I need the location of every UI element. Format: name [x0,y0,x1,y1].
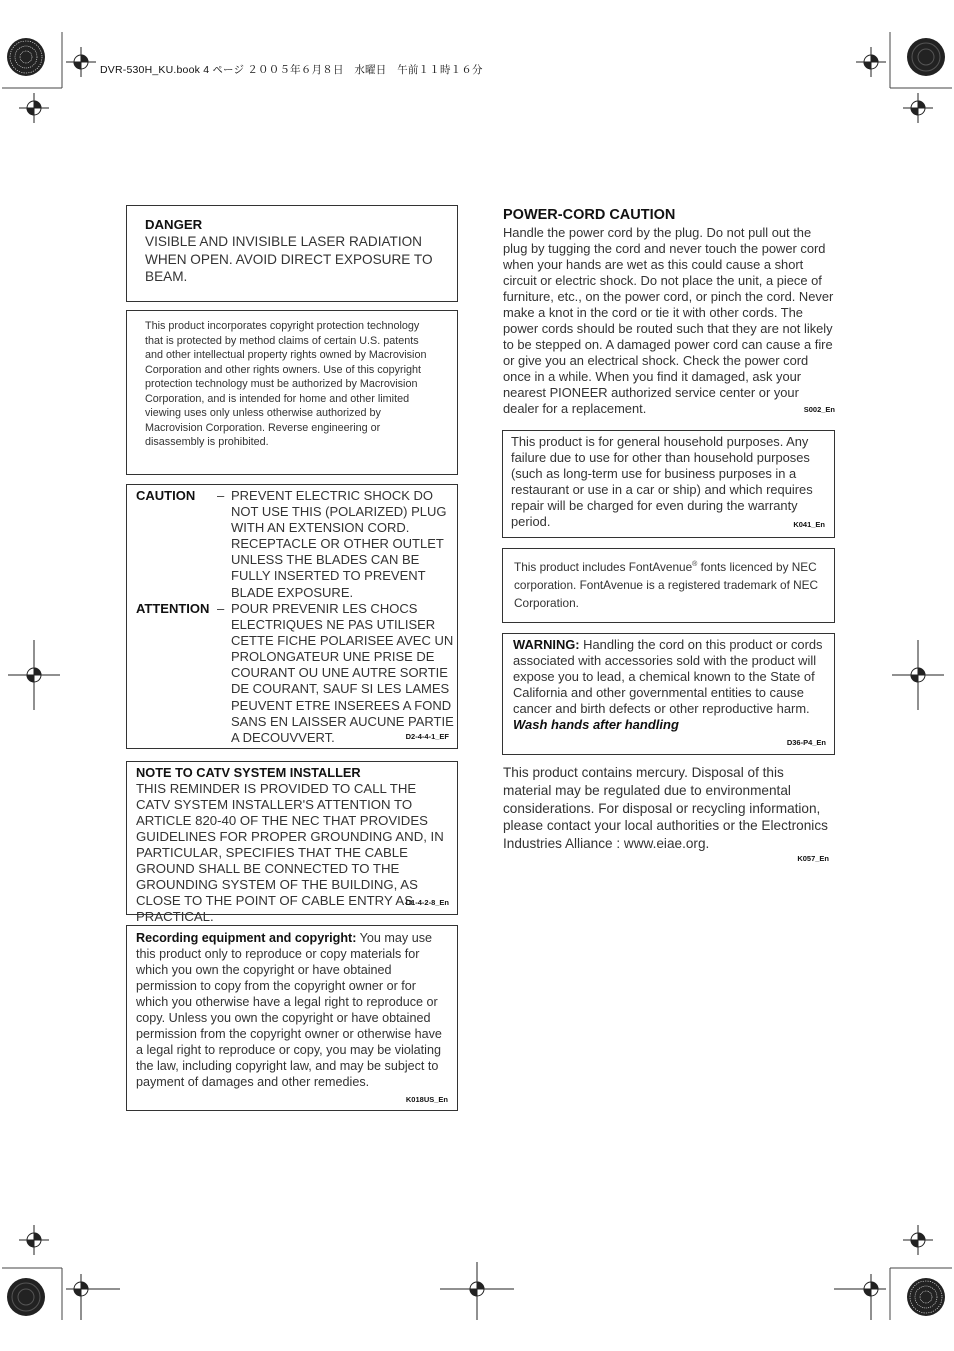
household-code: K041_En [793,520,825,529]
starburst-icon [907,1278,945,1316]
crosshair-icon [8,640,60,710]
crosshair-icon [856,47,886,77]
caution-label: CAUTION [136,488,196,503]
mercury-code: K057_En [797,854,829,863]
danger-title: DANGER [145,217,203,232]
crosshair-icon [903,93,933,123]
catv-note [126,761,458,924]
recording-copyright-box [126,925,458,1111]
starburst-icon [907,38,945,76]
warning-text: Handling the cord on this product or cords associated with accessories sold with the product will expose you to lead, a chemical known to the State of California and other governmental entities to cause cancer and birth defects or other reproductive harm. [513,637,823,716]
danger-box [126,205,458,302]
crosshair-icon [19,1225,49,1255]
mercury-notice [503,764,835,863]
caution-box [126,484,458,749]
starburst-icon [7,1278,45,1316]
mercury-text: This product contains mercury. Disposal of this material may be regulated due to environmental considerations. For disposal or recycling information, please contact your local authorities or the Electronics Industries Alliance : www.eiae.org. [503,765,828,852]
power-cord-title: POWER-CORD CAUTION [503,207,676,223]
crosshair-icon [892,640,944,710]
crosshair-icon [903,1225,933,1255]
attention-text: POUR PREVENIR LES CHOCS ELECTRIQUES NE PAS UTILISER CETTE FICHE POLARISEE AVEC UN PROLONGATEUR UNE PRISE DE COURANT OU UNE AUTRE SORTIE DE COURANT, SAUF SI LES LAMES PEUVENT ETRE INSEREES A FOND SANS EN LAISSER AUCUNE PARTIE A DECOUVVERT. [231,601,454,745]
power-cord-code: S002_En [803,405,835,414]
catv-text: THIS REMINDER IS PROVIDED TO CALL THE CATV SYSTEM INSTALLER'S ATTENTION TO ARTICLE 820-40 OF THE NEC THAT PROVIDES GUIDELINES FOR PROPER GROUNDING AND, IN PARTICULAR, SPECIFIES THAT THE CABLE GROUND SHALL BE CONNECTED TO THE GROUNDING SYSTEM OF THE BUILDING, AS CLOSE TO THE POINT OF CABLE ENTRY AS PRACTICAL. [136,781,444,924]
wash-hands-text: Wash hands after handling [513,717,679,732]
caution-text: PREVENT ELECTRIC SHOCK DO NOT USE THIS (POLARIZED) PLUG WITH AN EXTENSION CORD. RECEPTACLE OR OTHER OUTLET UNLESS THE BLADES CAN BE FULLY INSERTED TO PREVENT BLADE EXPOSURE. [231,488,447,600]
caution-code: D2-4-4-1_EF [405,732,449,741]
macrovision-notice [126,310,458,475]
recording-title: Recording equipment and copyright: [136,931,357,945]
crosshair-icon [66,47,96,77]
household-text: This product is for general household purposes. Any failure due to use for other than household purposes (such as long-term use for business purposes in a restaurant or use in a car or ship) and which requires repair will be charged for even during the warranty period. [511,434,813,529]
crosshair-icon [834,1274,886,1320]
attention-label: ATTENTION [136,601,210,616]
attention-dash: – [217,601,225,616]
crosshair-icon [440,1262,514,1320]
crosshair-icon [66,1274,120,1320]
crosshair-icon [19,93,49,123]
catv-title: NOTE TO CATV SYSTEM INSTALLER [136,765,361,780]
recording-text: You may use this product only to reproduce or copy materials for which you own the copyright or have obtained permission to copy from the copyright owner or for which you otherwise have a legal right to reproduce or copy. Unless you own the copyright or have obtained permission from the copyright owner or otherwise have a legal right to reproduce or copy, you may be violating the law, including copyright law, and may be subject to payment of damages and other remedies. [136,931,442,1089]
power-cord-text: Handle the power cord by the plug. Do not pull out the plug by tugging the cord and never touch the power cord when your hands are wet as this could cause a short circuit or electric shock. Do not place the unit, a piece of furniture, etc., on the power cord, or pinch the cord. Never make a knot in the cord or tie it with other cords. The power cords should be routed such that they are not likely to be stepped on. A damaged power cord can cause a fire or give you an electrical shock. Check the power cord once in a while. When you find it damaged, ask your nearest PIONEER authorized service center or your dealer for a replacement. [503,225,834,416]
file-header: DVR-530H_KU.book 4 ページ ２００５年６月８日 水曜日 午前１１時１６分 [100,64,483,76]
warning-code: D36-P4_En [786,738,826,747]
catv-code: D1-4-2-8_En [405,898,449,907]
power-cord-section [503,206,837,417]
macrovision-text: This product incorporates copyright protection technology that is protected by method claims of certain U.S. patents and other intellectual property rights owned by Macrovision Corporation and other rights owners. Use of this copyright protection technology must be authorized by Macrovision Corporation, and is intended for home and other limited viewing uses only unless otherwise authorized by Macrovision Corporation. Reverse engineering or disassembly is prohibited. [145,320,427,448]
household-notice [502,430,835,538]
recording-code: K018US_En [405,1095,448,1104]
fontavenue-notice [502,548,835,623]
warning-box [502,633,835,755]
caution-dash: – [217,488,225,503]
registered-mark: ® [692,561,698,568]
warning-title: WARNING: [513,637,580,652]
fontavenue-text-a: This product includes FontAvenue [514,559,693,574]
danger-text: VISIBLE AND INVISIBLE LASER RADIATION WHEN OPEN. AVOID DIRECT EXPOSURE TO BEAM. [145,234,433,285]
fontavenue-text-b: fonts licenced by NEC corporation. FontAvenue is a registered trademark of NEC Corporation. [514,559,819,610]
starburst-icon [7,38,45,76]
